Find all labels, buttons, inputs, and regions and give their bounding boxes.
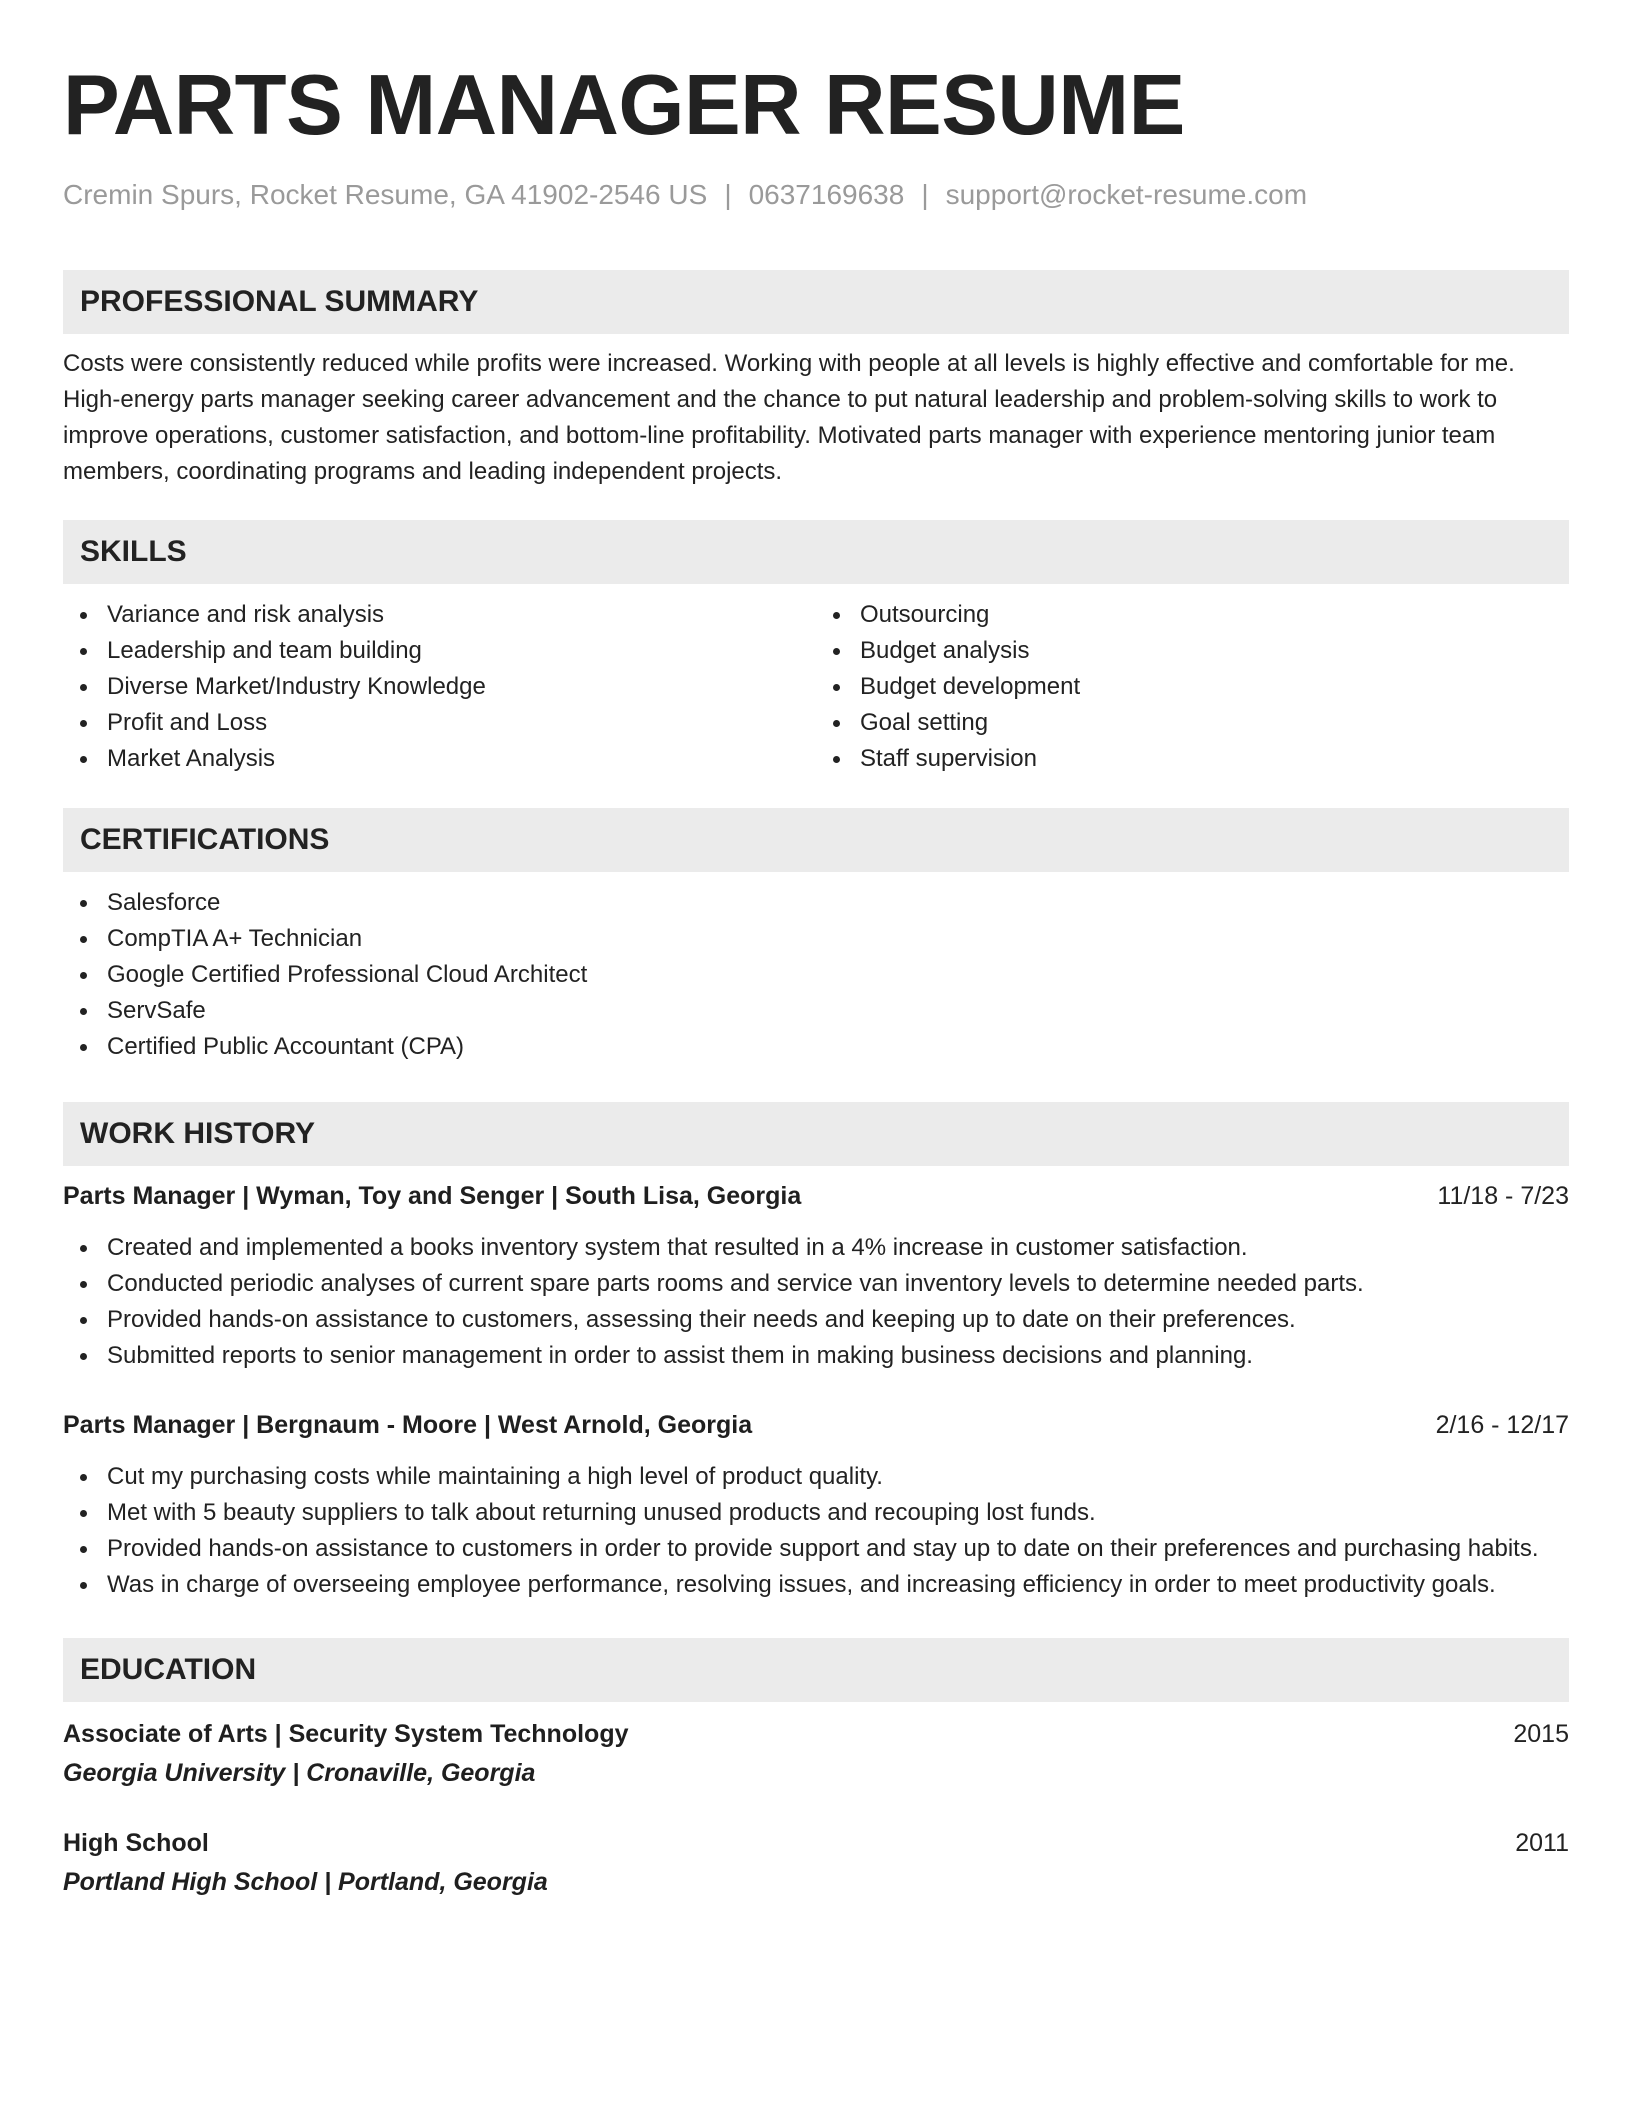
job-entry	[63, 1407, 1569, 1603]
education-degree: Associate of Arts | Security System Technology	[63, 1720, 629, 1748]
job-header	[63, 1178, 1569, 1214]
job-bullet: Was in charge of overseeing employee performance, resolving issues, and increasing efficiency in order to meet productivity goals.	[63, 1567, 1569, 1603]
job-bullet: Created and implemented a books inventory system that resulted in a 4% increase in customer satisfaction.	[63, 1230, 1569, 1266]
skill-item: Budget development	[816, 669, 1569, 705]
job-bullets	[63, 1459, 1569, 1603]
education-year: 2015	[1513, 1720, 1569, 1748]
job-bullet: Provided hands-on assistance to customers in order to provide support and stay up to date on their preferences and purchasing habits.	[63, 1531, 1569, 1567]
contact-separator: |	[921, 179, 929, 210]
skill-item: Outsourcing	[816, 597, 1569, 633]
skill-item: Goal setting	[816, 705, 1569, 741]
education-year: 2011	[1515, 1829, 1569, 1857]
education-header	[63, 1825, 1569, 1861]
skill-item: Variance and risk analysis	[63, 597, 816, 633]
contact-line	[63, 176, 1569, 214]
job-entry	[63, 1178, 1569, 1374]
contact-phone: 0637169638	[748, 179, 905, 210]
contact-separator: |	[724, 179, 732, 210]
job-bullet: Provided hands-on assistance to customers, assessing their needs and keeping up to date on their preferences.	[63, 1302, 1569, 1338]
education-entry	[63, 1716, 1569, 1791]
skill-item: Staff supervision	[816, 741, 1569, 777]
skill-item: Diverse Market/Industry Knowledge	[63, 669, 816, 705]
job-bullet: Conducted periodic analyses of current spare parts rooms and service van inventory levels to determine needed parts.	[63, 1266, 1569, 1302]
contact-email: support@rocket-resume.com	[945, 179, 1308, 210]
skill-item: Profit and Loss	[63, 705, 816, 741]
job-bullet: Cut my purchasing costs while maintaining a high level of product quality.	[63, 1459, 1569, 1495]
skill-item: Budget analysis	[816, 633, 1569, 669]
certification-item: CompTIA A+ Technician	[63, 921, 1569, 957]
job-header	[63, 1407, 1569, 1443]
certification-item: Google Certified Professional Cloud Architect	[63, 957, 1569, 993]
skill-item: Leadership and team building	[63, 633, 816, 669]
job-dates: 11/18 - 7/23	[1437, 1182, 1569, 1210]
skills-column-right	[816, 597, 1569, 777]
education-school: Portland High School | Portland, Georgia	[63, 1868, 548, 1896]
job-bullet: Submitted reports to senior management in order to assist them in making business decisions and planning.	[63, 1338, 1569, 1374]
skills-heading: SKILLS	[63, 520, 1569, 584]
summary-heading: PROFESSIONAL SUMMARY	[63, 270, 1569, 334]
job-title: Parts Manager | Wyman, Toy and Senger | South Lisa, Georgia	[63, 1182, 802, 1210]
education-header	[63, 1716, 1569, 1752]
summary-text: Costs were consistently reduced while profits were increased. Working with people at all levels is highly effective and comfortable for me. High-energy parts manager seeking career advancement and the chance to put natural leadership and problem-solving skills to work to improve operations, customer satisfaction, and bottom-line profitability. Motivated parts manager with experience mentoring junior team members, coordinating programs and leading independent projects.	[63, 350, 1515, 485]
job-bullets	[63, 1230, 1569, 1374]
resume-title: PARTS MANAGER RESUME	[63, 58, 1185, 153]
work-history-heading: WORK HISTORY	[63, 1102, 1569, 1166]
contact-address: Cremin Spurs, Rocket Resume, GA 41902-2546 US	[63, 179, 708, 210]
certification-item: Salesforce	[63, 885, 1569, 921]
skills-list	[63, 597, 1569, 777]
education-school: Georgia University | Cronaville, Georgia	[63, 1759, 536, 1787]
job-title: Parts Manager | Bergnaum - Moore | West Arnold, Georgia	[63, 1411, 753, 1439]
job-dates: 2/16 - 12/17	[1435, 1411, 1569, 1439]
education-degree: High School	[63, 1829, 209, 1857]
skills-column-left	[63, 597, 816, 777]
certifications-heading: CERTIFICATIONS	[63, 808, 1569, 872]
certifications-list	[63, 885, 1569, 1065]
education-entry	[63, 1825, 1569, 1900]
certification-item: ServSafe	[63, 993, 1569, 1029]
job-bullet: Met with 5 beauty suppliers to talk about returning unused products and recouping lost funds.	[63, 1495, 1569, 1531]
education-heading: EDUCATION	[63, 1638, 1569, 1702]
certification-item: Certified Public Accountant (CPA)	[63, 1029, 1569, 1065]
skill-item: Market Analysis	[63, 741, 816, 777]
